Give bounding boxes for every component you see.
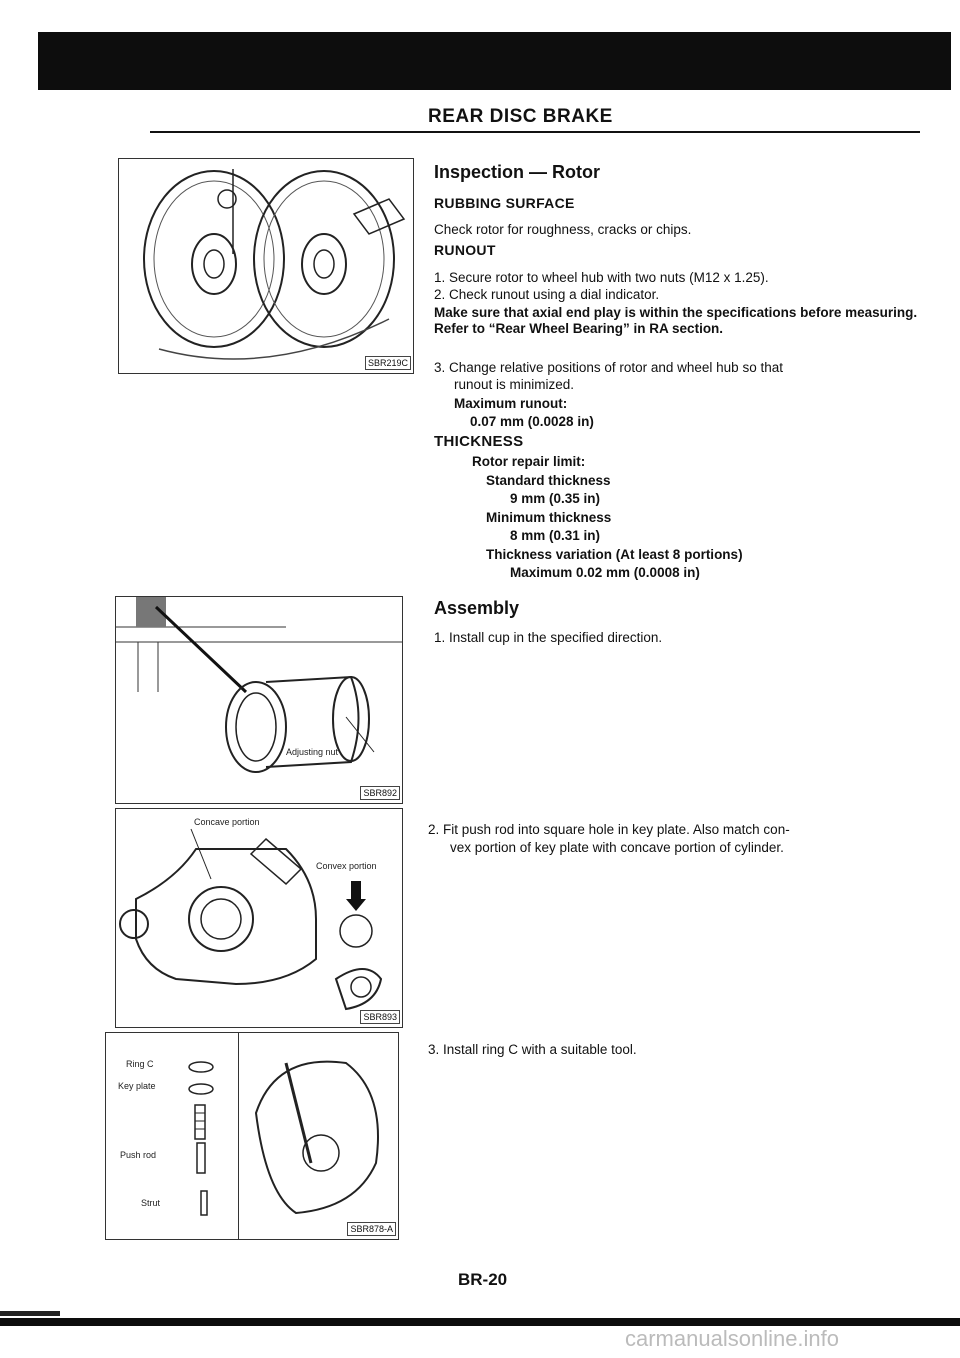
callout-key-plate: Key plate (118, 1081, 156, 1091)
divider (238, 1033, 239, 1239)
figure-rotor-runout (118, 158, 414, 374)
heading-inspection-rotor: Inspection — Rotor (434, 162, 600, 182)
thickness-variation-label: Thickness variation (At least 8 portions) (486, 547, 743, 562)
rotor-illustration (119, 159, 413, 373)
figure-adjusting-nut (115, 596, 403, 804)
std-thickness-value: 9 mm (0.35 in) (510, 491, 601, 506)
heading-thickness: THICKNESS (434, 433, 524, 450)
assembly-step-3: 3. Install ring C with a suitable tool. (428, 1042, 637, 1057)
runout-step-3a: 3. Change relative positions of rotor and wheel hub so that (434, 360, 783, 375)
cup-illustration (116, 597, 402, 803)
callout-strut: Strut (141, 1198, 161, 1208)
caliper-illustration (116, 809, 402, 1027)
text-rubbing: Check rotor for roughness, cracks or chips. (434, 222, 692, 237)
callout-convex-portion: Convex portion (316, 861, 377, 871)
max-runout-label: Maximum runout: (454, 396, 568, 411)
callout-ring-c: Ring C (126, 1059, 154, 1069)
thickness-variation-value: Maximum 0.02 mm (0.0008 in) (510, 565, 700, 580)
runout-step-3b: runout is minimized. (454, 377, 575, 392)
figure-caliper (115, 808, 403, 1028)
runout-note: Make sure that axial end play is within the specifications before measuring. Refer to “Rear Wheel Bearing” in RA section. (434, 305, 918, 336)
heading-assembly: Assembly (434, 598, 520, 618)
section-title: REAR DISC BRAKE (428, 106, 613, 127)
min-thickness-value: 8 mm (0.31 in) (510, 528, 601, 543)
heading-runout: RUNOUT (434, 242, 496, 258)
assembly-step-2a: 2. Fit push rod into square hole in key plate. Also match con- (428, 822, 790, 837)
figure-push-rod-assembly (105, 1032, 399, 1240)
figure-code: SBR878-A (347, 1222, 396, 1236)
figure-code: SBR893 (360, 1010, 400, 1024)
min-thickness-label: Minimum thickness (486, 510, 612, 525)
footer-mark (0, 1311, 60, 1316)
page-number: BR-20 (458, 1270, 508, 1289)
assembly-step-2b: vex portion of key plate with concave portion of cylinder. (450, 840, 784, 855)
figure-code: SBR219C (365, 356, 411, 370)
heading-rubbing-surface: RUBBING SURFACE (434, 195, 575, 211)
max-runout-value: 0.07 mm (0.0028 in) (470, 414, 594, 429)
runout-step-2: 2. Check runout using a dial indicator. (434, 287, 660, 302)
title-rule (150, 131, 920, 133)
repair-limit-label: Rotor repair limit: (472, 454, 586, 469)
std-thickness-label: Standard thickness (486, 473, 611, 488)
callout-concave-portion: Concave portion (194, 817, 260, 827)
callout-adjusting-nut: Adjusting nut (286, 747, 339, 757)
runout-step-1: 1. Secure rotor to wheel hub with two nuts (M12 x 1.25). (434, 270, 769, 285)
assembly-step-1: 1. Install cup in the specified direction. (434, 630, 663, 645)
footer-bar (0, 1318, 960, 1326)
header-bar (38, 32, 951, 90)
watermark: carmanualsonline.info (625, 1326, 840, 1351)
callout-push-rod: Push rod (120, 1150, 157, 1160)
figure-code: SBR892 (360, 786, 400, 800)
